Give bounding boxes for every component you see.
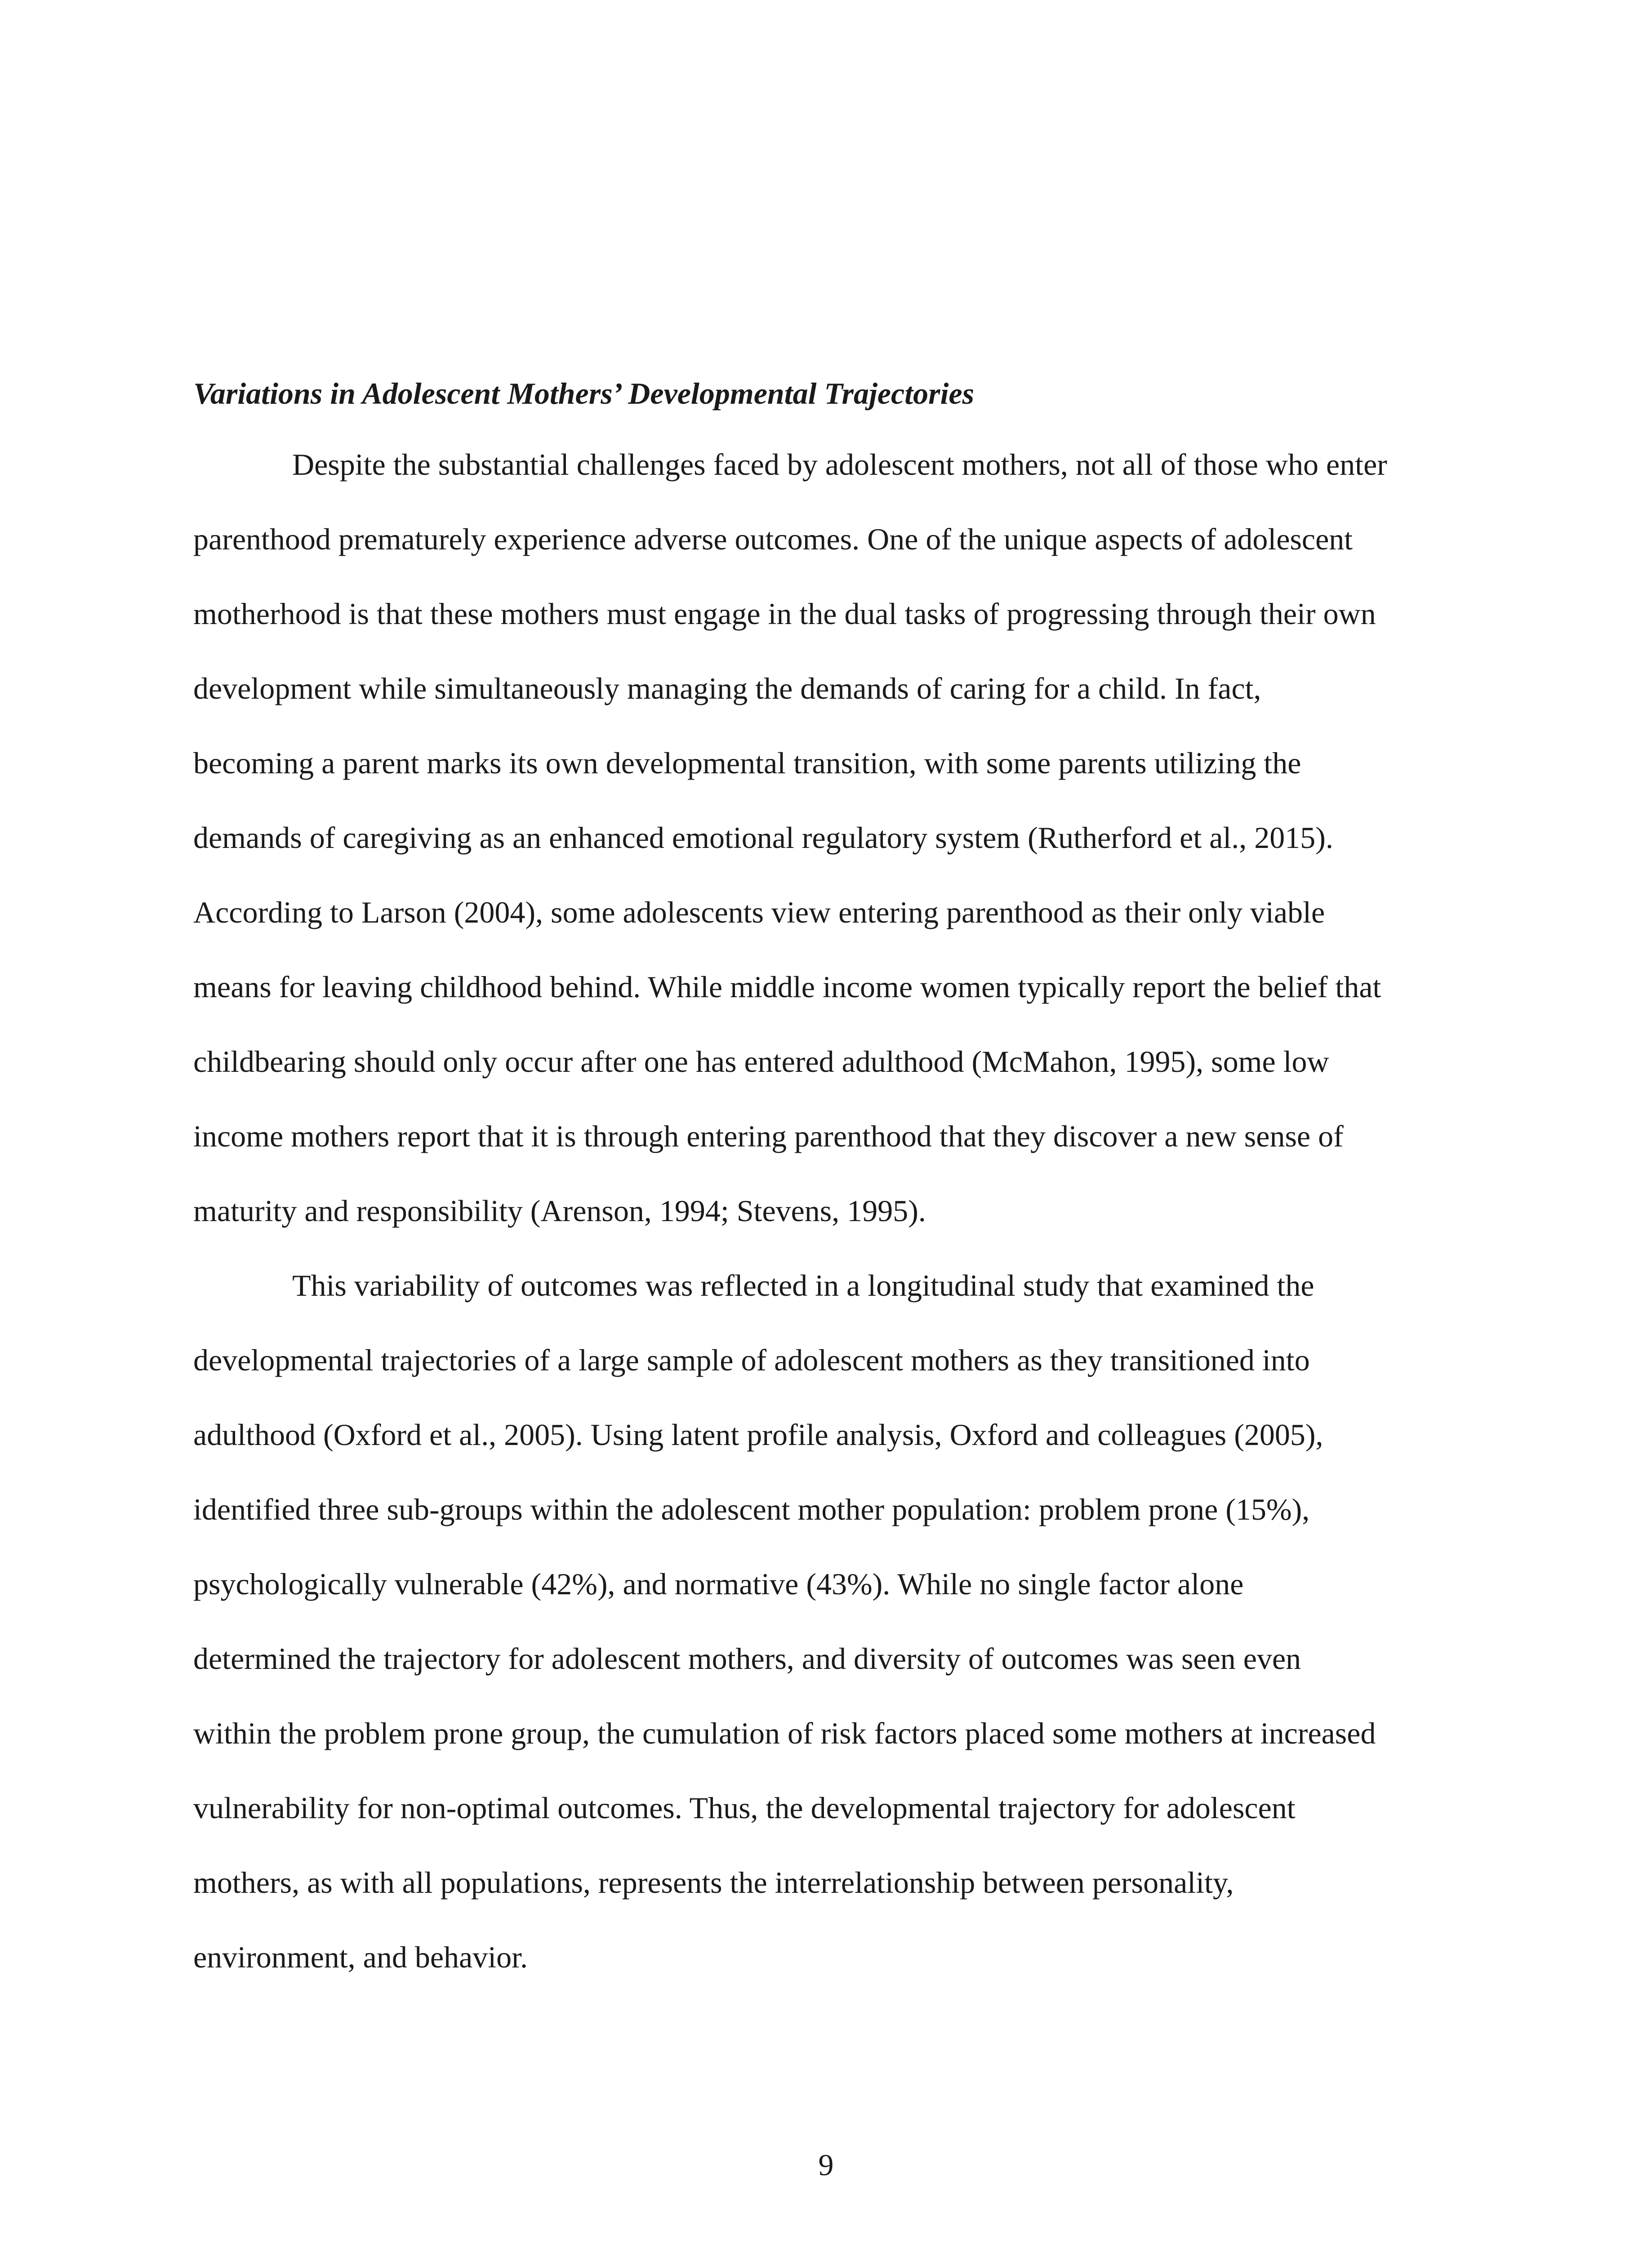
body-text: [193, 427, 1459, 1994]
paragraph-line: maturity and responsibility (Arenson, 1994; Stevens, 1995).: [193, 1194, 926, 1228]
paragraph: [193, 1248, 1459, 1994]
paragraph-line: becoming a parent marks its own developmental transition, with some parents utilizing the: [193, 746, 1301, 780]
paragraph-line: This variability of outcomes was reflected in a longitudinal study that examined the: [292, 1268, 1314, 1302]
paragraph-line: vulnerability for non-optimal outcomes. Thus, the developmental trajectory for adolescent: [193, 1791, 1296, 1825]
paragraph-line: income mothers report that it is through entering parenthood that they discover a new sense of: [193, 1119, 1344, 1153]
paragraph-line: mothers, as with all populations, represents the interrelationship between personality,: [193, 1865, 1234, 1900]
paragraph: [193, 427, 1459, 1248]
paragraph-line: parenthood prematurely experience adverse outcomes. One of the unique aspects of adolescent: [193, 522, 1353, 556]
page-number: 9: [818, 2148, 834, 2182]
section-heading: Variations in Adolescent Mothers’ Developmental Trajectories: [193, 376, 975, 410]
paragraph-line: environment, and behavior.: [193, 1940, 528, 1974]
page-content: [193, 360, 1459, 1994]
paragraph-line: childbearing should only occur after one has entered adulthood (McMahon, 1995), some low: [193, 1044, 1329, 1079]
paragraph-line: developmental trajectories of a large sample of adolescent mothers as they transitioned into: [193, 1343, 1310, 1377]
paragraph-line: development while simultaneously managing the demands of caring for a child. In fact,: [193, 671, 1261, 705]
paragraph-line: within the problem prone group, the cumulation of risk factors placed some mothers at increased: [193, 1716, 1376, 1750]
paragraph-line: demands of caregiving as an enhanced emotional regulatory system (Rutherford et al., 2015).: [193, 821, 1333, 855]
paragraph-line: identified three sub-groups within the adolescent mother population: problem prone (15%),: [193, 1492, 1310, 1526]
paragraph-line: motherhood is that these mothers must engage in the dual tasks of progressing through their own: [193, 597, 1376, 631]
paragraph-line: Despite the substantial challenges faced by adolescent mothers, not all of those who enter: [292, 447, 1387, 482]
paragraph-line: means for leaving childhood behind. While middle income women typically report the belief that: [193, 970, 1381, 1004]
paragraph-line: determined the trajectory for adolescent mothers, and diversity of outcomes was seen even: [193, 1641, 1301, 1676]
paragraph-line: adulthood (Oxford et al., 2005). Using latent profile analysis, Oxford and colleagues (2005),: [193, 1418, 1323, 1452]
paragraph-line: According to Larson (2004), some adolescents view entering parenthood as their only viable: [193, 895, 1325, 929]
paragraph-line: psychologically vulnerable (42%), and normative (43%). While no single factor alone: [193, 1567, 1244, 1601]
